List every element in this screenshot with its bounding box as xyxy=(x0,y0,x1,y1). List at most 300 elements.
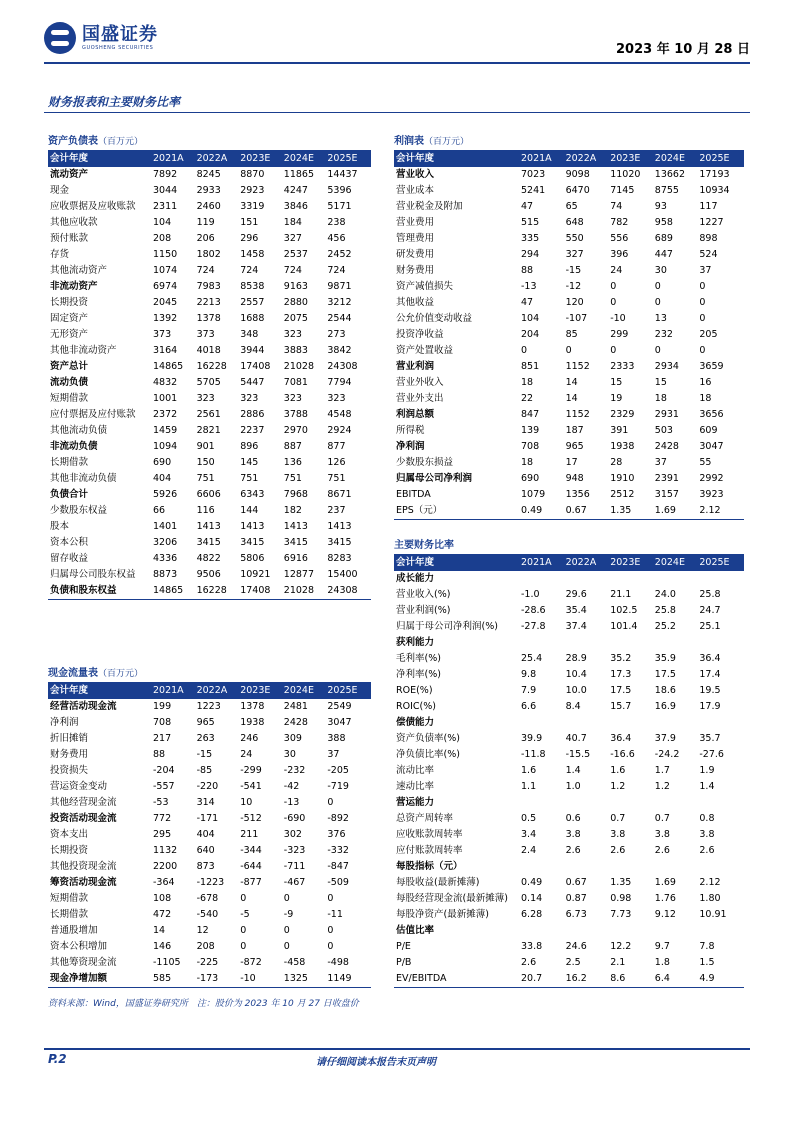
row-value: 335 xyxy=(521,233,540,244)
table-header-row xyxy=(394,555,744,571)
header-year: 2025E xyxy=(699,153,730,164)
row-value xyxy=(521,795,566,811)
header-year: 2021A xyxy=(521,557,552,568)
row-value: 4832 xyxy=(153,377,178,388)
row-value: 13 xyxy=(654,313,667,324)
header-year: 2024E xyxy=(283,685,314,696)
row-label: 资产负债率(%) xyxy=(396,733,460,744)
row-value: 0.49 xyxy=(521,877,543,888)
table-row xyxy=(394,859,744,875)
row-value xyxy=(610,859,655,875)
row-value: 208 xyxy=(153,233,172,244)
row-value: 751 xyxy=(240,473,259,484)
row-label: 营业利润 xyxy=(396,361,435,372)
row-label: 营业税金及附加 xyxy=(396,201,463,212)
table-row xyxy=(48,551,371,567)
row-value: 12877 xyxy=(283,569,315,580)
row-value: 93 xyxy=(654,201,667,212)
row-value: 1.4 xyxy=(699,781,715,792)
row-value: 373 xyxy=(153,329,172,340)
row-value: 515 xyxy=(521,217,540,228)
row-value: -15 xyxy=(565,265,582,276)
row-value: 1325 xyxy=(283,973,308,984)
row-value: 237 xyxy=(327,505,346,516)
header-year: 2021A xyxy=(521,153,552,164)
row-value: 2821 xyxy=(196,425,221,436)
row-value: 187 xyxy=(565,425,584,436)
row-value: 4548 xyxy=(327,409,352,420)
row-value: -85 xyxy=(196,765,213,776)
table-row xyxy=(394,683,744,699)
row-label: 其他筹资现金流 xyxy=(50,957,117,968)
row-value: 17.5 xyxy=(654,669,676,680)
row-value: 21.1 xyxy=(610,589,632,600)
table-row xyxy=(48,199,371,215)
row-value: 3206 xyxy=(153,537,178,548)
table-row xyxy=(48,391,371,407)
row-value xyxy=(521,635,566,651)
row-value: 503 xyxy=(654,425,673,436)
row-label: EBITDA xyxy=(396,489,431,500)
company-logo xyxy=(44,22,158,54)
row-value: 1.5 xyxy=(699,957,715,968)
row-label: 流动资产 xyxy=(50,169,89,180)
row-value: 0 xyxy=(610,345,617,356)
row-value: 1378 xyxy=(196,313,221,324)
row-value: 404 xyxy=(153,473,172,484)
row-value: 1227 xyxy=(699,217,724,228)
row-value: 2557 xyxy=(240,297,265,308)
row-value: 5705 xyxy=(196,377,221,388)
row-value: 751 xyxy=(283,473,302,484)
table-row xyxy=(394,667,744,683)
row-value xyxy=(610,715,655,731)
row-label: 固定资产 xyxy=(50,313,89,324)
row-value: 25.4 xyxy=(521,653,543,664)
table-row xyxy=(48,699,371,715)
row-value: 3.8 xyxy=(654,829,670,840)
row-value: 10921 xyxy=(240,569,271,580)
table-row xyxy=(394,167,744,183)
row-value: 1223 xyxy=(196,701,221,712)
row-value: -53 xyxy=(153,797,169,808)
table-row xyxy=(48,167,371,183)
row-value: 120 xyxy=(565,297,584,308)
row-value: 2561 xyxy=(196,409,221,420)
logo-name: 国盛证券 xyxy=(82,23,158,45)
row-value: 782 xyxy=(610,217,629,228)
row-value: 6343 xyxy=(240,489,265,500)
row-value: 104 xyxy=(521,313,540,324)
row-label: EPS（元） xyxy=(396,505,443,516)
row-value: -364 xyxy=(153,877,175,888)
table-row xyxy=(48,535,371,551)
row-value: 0.14 xyxy=(521,893,543,904)
row-value: 1149 xyxy=(327,973,352,984)
row-value: -847 xyxy=(327,861,349,872)
row-value xyxy=(699,571,744,587)
row-value: 1459 xyxy=(153,425,178,436)
row-value: 456 xyxy=(327,233,346,244)
row-value: 1938 xyxy=(240,717,265,728)
row-label: 其他流动资产 xyxy=(50,265,108,276)
row-value: 184 xyxy=(283,217,302,228)
row-label: 财务费用 xyxy=(50,749,89,760)
row-value: 2.12 xyxy=(699,877,721,888)
row-value: 0.8 xyxy=(699,813,715,824)
row-value: 2970 xyxy=(283,425,308,436)
row-label: 管理费用 xyxy=(396,233,435,244)
header-year: 2025E xyxy=(327,685,358,696)
row-label: ROE(%) xyxy=(396,685,433,696)
row-value: 1.69 xyxy=(654,877,676,888)
row-value: 208 xyxy=(196,941,215,952)
row-value: 101.4 xyxy=(610,621,638,632)
row-value: -27.8 xyxy=(521,621,546,632)
row-value: 16228 xyxy=(196,361,227,372)
table-row xyxy=(48,359,371,375)
row-value xyxy=(699,923,744,939)
table-row xyxy=(48,747,371,763)
row-value: -299 xyxy=(240,765,262,776)
row-value: -5 xyxy=(240,909,250,920)
table-row xyxy=(48,891,371,907)
row-value: 24 xyxy=(610,265,623,276)
row-value: 2481 xyxy=(283,701,308,712)
row-value: 965 xyxy=(196,717,215,728)
row-value xyxy=(655,635,700,651)
row-value: 13662 xyxy=(654,169,686,180)
table-row xyxy=(48,455,371,471)
row-value: -173 xyxy=(196,973,219,984)
table-row xyxy=(48,407,371,423)
table-row xyxy=(48,423,371,439)
row-value: 295 xyxy=(153,829,172,840)
row-value: 3842 xyxy=(327,345,352,356)
row-value: 2045 xyxy=(153,297,178,308)
row-value: 556 xyxy=(610,233,629,244)
header-label: 会计年度 xyxy=(396,557,435,568)
table-row xyxy=(394,955,744,971)
row-value: 4247 xyxy=(283,185,308,196)
row-label: 现金 xyxy=(50,185,70,196)
row-value: 15 xyxy=(610,377,623,388)
table-row xyxy=(394,715,744,731)
row-value: 0.49 xyxy=(521,505,543,516)
row-value: 0 xyxy=(699,297,706,308)
row-label: 非流动负债 xyxy=(50,441,98,452)
row-value: 323 xyxy=(327,393,346,404)
row-value: 3659 xyxy=(699,361,724,372)
table-row xyxy=(394,183,744,199)
table-row xyxy=(394,215,744,231)
row-value: 11020 xyxy=(610,169,641,180)
row-value: -509 xyxy=(327,877,349,888)
table-row xyxy=(394,439,744,455)
row-value: 5171 xyxy=(327,201,352,212)
row-value: 12.2 xyxy=(610,941,632,952)
row-value: 246 xyxy=(240,733,259,744)
row-label: 归属于母公司净利润(%) xyxy=(396,621,498,632)
row-value: 17.9 xyxy=(699,701,721,712)
row-value: 3.8 xyxy=(565,829,581,840)
table-row xyxy=(48,875,371,891)
row-value: 3044 xyxy=(153,185,178,196)
header-year: 2022A xyxy=(196,153,228,164)
row-value: 9.8 xyxy=(521,669,537,680)
row-value: 8870 xyxy=(240,169,265,180)
row-value: 25.2 xyxy=(654,621,676,632)
row-label: 其他收益 xyxy=(396,297,435,308)
row-label: 营业收入(%) xyxy=(396,589,451,600)
row-label: 归属母公司股东权益 xyxy=(50,569,136,580)
table-row xyxy=(48,215,371,231)
page-header xyxy=(44,20,750,62)
table-bottom-rule xyxy=(394,519,744,520)
row-value: 404 xyxy=(196,829,215,840)
header-year: 2023E xyxy=(240,685,271,696)
row-value: 2537 xyxy=(283,249,308,260)
row-value: 0 xyxy=(283,893,290,904)
row-value: -107 xyxy=(565,313,588,324)
row-value: 1938 xyxy=(610,441,635,452)
row-label: 负债合计 xyxy=(50,489,89,500)
row-value: 447 xyxy=(654,249,673,260)
row-value: 0.7 xyxy=(654,813,670,824)
row-value: 5926 xyxy=(153,489,178,500)
row-value: 102.5 xyxy=(610,605,638,616)
row-value: 3157 xyxy=(654,489,679,500)
row-value: 37.4 xyxy=(565,621,587,632)
row-value: 1150 xyxy=(153,249,178,260)
row-value: 0.87 xyxy=(565,893,587,904)
row-value: 472 xyxy=(153,909,172,920)
table-row xyxy=(394,875,744,891)
table-row xyxy=(48,731,371,747)
table-row xyxy=(48,439,371,455)
table-row xyxy=(394,939,744,955)
row-label: 营业外收入 xyxy=(396,377,444,388)
row-value: 6916 xyxy=(283,553,308,564)
table-bottom-rule xyxy=(48,599,371,600)
row-value: 182 xyxy=(283,505,302,516)
row-value: -467 xyxy=(283,877,306,888)
row-value: 8538 xyxy=(240,281,265,292)
row-value: 0 xyxy=(327,797,334,808)
row-value: 0 xyxy=(565,345,572,356)
row-value: 14 xyxy=(153,925,166,936)
row-value: 0 xyxy=(610,297,617,308)
row-value: 4.9 xyxy=(699,973,715,984)
table-bottom-rule xyxy=(48,987,371,988)
row-label: 少数股东损益 xyxy=(396,457,454,468)
row-label: 其他投资现金流 xyxy=(50,861,117,872)
row-value: 877 xyxy=(327,441,346,452)
row-value: 1132 xyxy=(153,845,178,856)
table-row xyxy=(394,795,744,811)
row-value: 11865 xyxy=(283,169,315,180)
row-value xyxy=(610,571,655,587)
row-value: 6.4 xyxy=(654,973,670,984)
table-row xyxy=(394,343,744,359)
row-label: 每股经营现金流(最新摊薄) xyxy=(396,893,508,904)
row-value: 24308 xyxy=(327,361,358,372)
row-value: 10.0 xyxy=(565,685,587,696)
row-value: 1.35 xyxy=(610,877,632,888)
header-year: 2021A xyxy=(153,153,184,164)
row-value: 3415 xyxy=(240,537,265,548)
row-label: 负债和股东权益 xyxy=(50,585,117,596)
row-value: -872 xyxy=(240,957,262,968)
row-value: 323 xyxy=(196,393,215,404)
row-value: 2.12 xyxy=(699,505,721,516)
row-value: 708 xyxy=(153,717,172,728)
row-value xyxy=(655,571,700,587)
row-value: 3883 xyxy=(283,345,308,356)
row-label: 股本 xyxy=(50,521,70,532)
row-value: 1392 xyxy=(153,313,178,324)
section-rule xyxy=(44,112,750,113)
row-value: 199 xyxy=(153,701,172,712)
table-row xyxy=(394,487,744,503)
row-value: 29.6 xyxy=(565,589,587,600)
row-value: 1.6 xyxy=(521,765,537,776)
row-value: 2075 xyxy=(283,313,308,324)
row-label: 筹资活动现金流 xyxy=(50,877,117,888)
row-value: 88 xyxy=(521,265,534,276)
row-value: 2923 xyxy=(240,185,265,196)
row-value: 104 xyxy=(153,217,172,228)
row-value: 1356 xyxy=(565,489,590,500)
row-value: 689 xyxy=(654,233,673,244)
row-value: -678 xyxy=(196,893,219,904)
header-year: 2024E xyxy=(654,153,685,164)
table-row xyxy=(394,699,744,715)
row-value: 25.1 xyxy=(699,621,721,632)
table-row xyxy=(394,651,744,667)
row-value: -220 xyxy=(196,781,219,792)
row-value: 640 xyxy=(196,845,215,856)
row-label: 速动比率 xyxy=(396,781,435,792)
table-row xyxy=(394,279,744,295)
row-value: 136 xyxy=(283,457,302,468)
row-value: 4018 xyxy=(196,345,221,356)
row-value: 206 xyxy=(196,233,215,244)
table-row xyxy=(394,923,744,939)
row-value: 724 xyxy=(327,265,346,276)
row-value: 66 xyxy=(153,505,166,516)
row-value: 37 xyxy=(327,749,340,760)
row-value: -540 xyxy=(196,909,219,920)
row-value: 1.1 xyxy=(521,781,537,792)
row-value xyxy=(521,715,566,731)
row-value: 550 xyxy=(565,233,584,244)
row-value: 1.9 xyxy=(699,765,715,776)
row-value: 3944 xyxy=(240,345,265,356)
row-value: 16.2 xyxy=(565,973,587,984)
row-value: -332 xyxy=(327,845,349,856)
table-title xyxy=(48,666,371,682)
row-value: 1.6 xyxy=(610,765,626,776)
header-year: 2023E xyxy=(610,153,641,164)
row-value: 24.0 xyxy=(654,589,676,600)
header-year: 2023E xyxy=(610,557,641,568)
row-value: 2924 xyxy=(327,425,352,436)
row-value: 8873 xyxy=(153,569,178,580)
row-value: 1688 xyxy=(240,313,265,324)
table-row xyxy=(394,747,744,763)
table-title-text: 主要财务比率 xyxy=(394,540,454,551)
row-value: 0 xyxy=(327,941,334,952)
row-value: 4336 xyxy=(153,553,178,564)
row-value: 8671 xyxy=(327,489,352,500)
row-value: 14 xyxy=(565,377,578,388)
row-value: 8.4 xyxy=(565,701,581,712)
row-value: 15 xyxy=(654,377,667,388)
row-value xyxy=(655,795,700,811)
row-value: 7.73 xyxy=(610,909,632,920)
row-value xyxy=(655,923,700,939)
table-row xyxy=(394,843,744,859)
row-value: 2512 xyxy=(610,489,635,500)
table-row xyxy=(394,295,744,311)
row-label: 短期借款 xyxy=(50,393,89,404)
table-row xyxy=(394,407,744,423)
row-value: 119 xyxy=(196,217,215,228)
row-value: 2931 xyxy=(654,409,679,420)
table-row xyxy=(394,503,744,519)
row-value: 690 xyxy=(153,457,172,468)
row-label: 归属母公司净利润 xyxy=(396,473,473,484)
row-value: 15400 xyxy=(327,569,358,580)
table-row xyxy=(394,635,744,651)
row-value: 0.67 xyxy=(565,505,587,516)
row-value: -512 xyxy=(240,813,262,824)
report-date: 2023 年 10 月 28 日 xyxy=(616,42,750,57)
row-label: 利润总额 xyxy=(396,409,435,420)
row-value: -204 xyxy=(153,765,175,776)
row-value: 296 xyxy=(240,233,259,244)
row-label: 应收账款周转率 xyxy=(396,829,463,840)
row-label: 应付票据及应付账款 xyxy=(50,409,136,420)
row-value: 2992 xyxy=(699,473,724,484)
row-value: 0 xyxy=(240,941,247,952)
row-value: 2329 xyxy=(610,409,635,420)
row-value: 1.7 xyxy=(654,765,670,776)
row-label: 估值比率 xyxy=(396,925,435,936)
table-row xyxy=(394,391,744,407)
row-value: 2.6 xyxy=(654,845,670,856)
table-row xyxy=(394,359,744,375)
row-value: 0 xyxy=(699,345,706,356)
row-label: 长期借款 xyxy=(50,457,89,468)
row-value: 0.7 xyxy=(610,813,626,824)
row-value: 708 xyxy=(521,441,540,452)
row-value: 47 xyxy=(521,201,534,212)
row-value: -498 xyxy=(327,957,349,968)
row-value: 14865 xyxy=(153,585,184,596)
table-unit: （百万元） xyxy=(98,137,144,147)
table-row xyxy=(48,955,371,971)
row-value: 8283 xyxy=(327,553,352,564)
row-value: 1.69 xyxy=(654,505,676,516)
row-value: 36.4 xyxy=(699,653,721,664)
row-value: -9 xyxy=(283,909,294,920)
row-value: 10.4 xyxy=(565,669,587,680)
table-header-row xyxy=(48,683,371,699)
row-value: 17 xyxy=(565,457,578,468)
row-value: 3047 xyxy=(699,441,724,452)
